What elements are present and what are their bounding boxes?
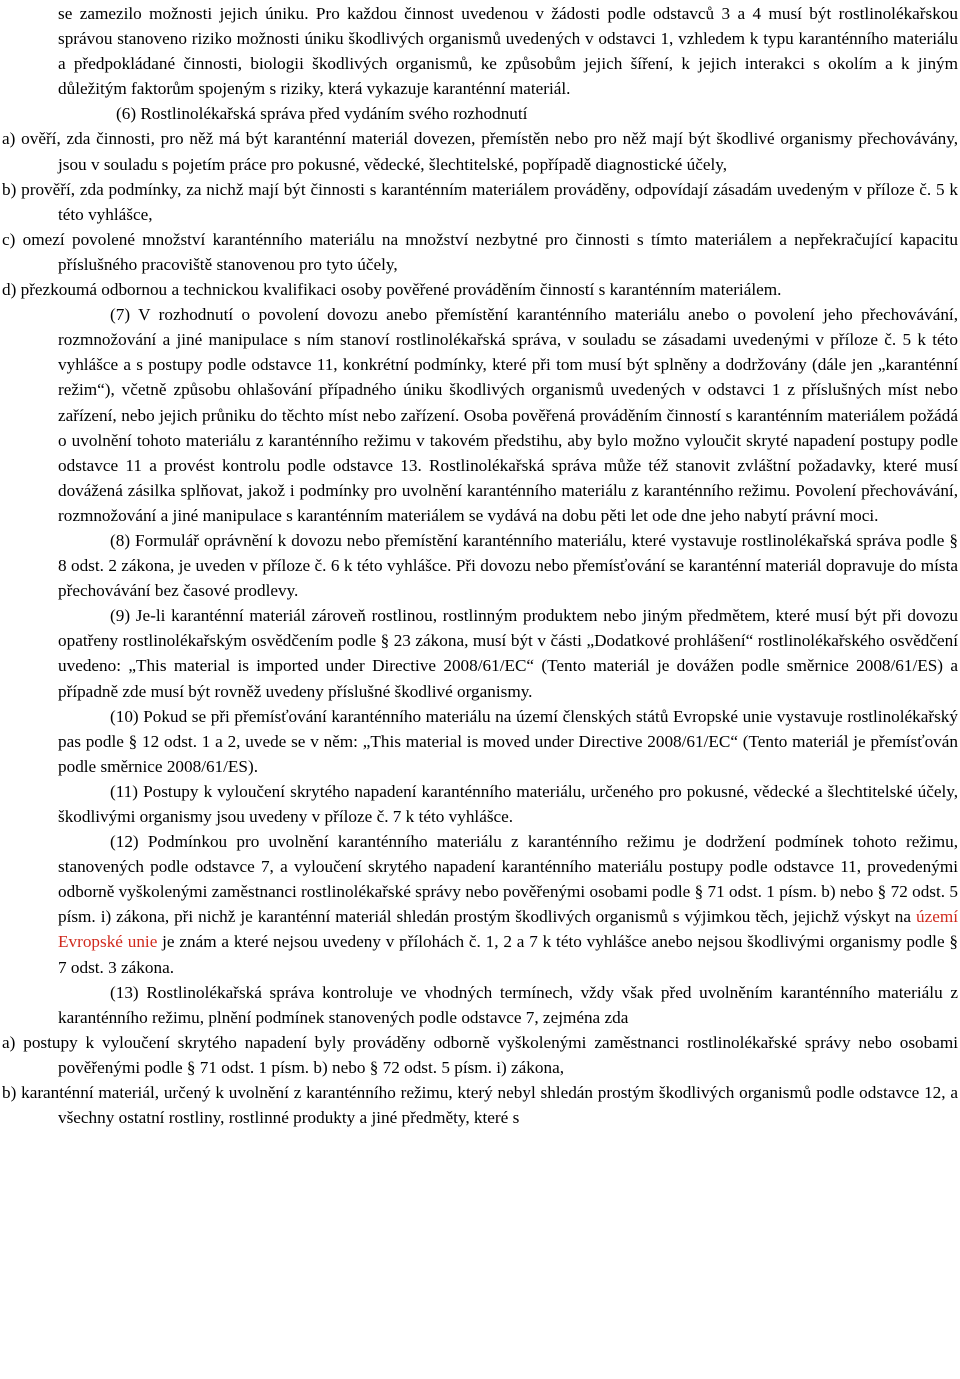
paragraph-13-item-b: b) karanténní materiál, určený k uvolnění z karanténního režimu, který nebyl shledán prostým škodlivých organismů podle odstavce 12, a všechny ostatní rostliny, rostlinné produkty a jiné předměty, které s [2, 1083, 958, 1128]
paragraph-12-text: (12) Podmínkou pro uvolnění karanténního materiálu z karanténního režimu je dodržení podmínek tohoto režimu, stanovených podle odstavce 7, a vyloučení skrytého napadení karanténního materiálu postupy podle odstavce 11, provedenými odborně vyškolenými zaměstnanci rostlinolékařské správy nebo pověřenými osobami podle § 71 odst. 1 písm. b) nebo § 72 odst. 5 písm. i) zákona, při nichž je karanténní materiál shledán prostým škodlivých organismů s výjimkou těch, jejichž výskyt na [58, 832, 958, 927]
paragraph-6-item-d: d) přezkoumá odbornou a technickou kvalifikaci osoby pověřené prováděním činností s karanténním materiálem. [2, 280, 782, 300]
paragraph-12-text-end: je znám a které nejsou uvedeny v přílohách č. 1, 2 a 7 k této vyhlášce anebo nejsou škodlivými organismy podle § 7 odst. 3 zákona. [58, 932, 958, 977]
paragraph-13-item-a: a) postupy k vyloučení skrytého napadení byly prováděny odborně vyškolenými zaměstnanci rostlinolékařské správy nebo osobami pověřenými podle § 71 odst. 1 písm. b) nebo § 72 odst. 5 písm. i) zákona, [2, 1032, 958, 1077]
paragraph-7: (7) V rozhodnutí o povolení dovozu anebo přemístění karanténního materiálu anebo o povolení jeho přechovávání, rozmnožování a jiné manipulace s ním stanoví rostlinolékařská správa, v souladu se zásadami uvedenými v příloze č. 5 k této vyhlášce a s postupy podle odstavce 11, konkrétní podmínky, které při tom musí být splněny a dodržovány (dále jen „karanténní režim“), včetně způsobu ohlašování případného úniku škodlivých organismů uvedených v odstavci 1 z příslušných míst nebo zařízení, nebo jejich průniku do těchto míst nebo zařízení. Osoba pověřená prováděním činností s karanténním materiálem požádá o uvolnění tohoto materiálu z karanténního režimu v takovém předstihu, aby bylo možno vyloučit skryté napadení postupy podle odstavce 11 a provést kontrolu podle odstavce 13. Rostlinolékařská správa může též stanovit zvláštní požadavky, které musí dovážená zásilka splňovat, jakož i podmínky pro uvolnění karanténního materiálu z karanténního režimu. Povolení přechovávání, rozmnožování a jiné manipulace s karanténním materiálem se vydává na dobu pěti let ode dne jeho nabytí právní moci. [58, 305, 958, 525]
paragraph-6-item-b: b) prověří, zda podmínky, za nichž mají být činnosti s karanténním materiálem prováděny, odpovídají zásadám uvedeným v příloze č. 5 k této vyhlášce, [2, 179, 958, 224]
paragraph-8: (8) Formulář oprávnění k dovozu nebo přemístění karanténního materiálu, které vystavuje rostlinolékařská správa podle § 8 odst. 2 zákona, je uveden v příloze č. 6 k této vyhlášce. Při dovozu nebo přemísťování se karanténní materiál dopravuje do místa přechovávání bez časové prodlevy. [58, 530, 958, 601]
paragraph-6-lead: (6) Rostlinolékařská správa před vydáním svého rozhodnutí [116, 104, 528, 124]
eu-territory-link[interactable]: území Evropské unie [58, 907, 958, 952]
paragraph-12 [58, 829, 958, 980]
paragraph-6-item-a: a) ověří, zda činnosti, pro něž má být karanténní materiál dovezen, přemístěn nebo pro něž mají být škodlivé organismy přechovávány, jsou v souladu s pojetím práce pro pokusné, vědecké, šlechtitelské, popřípadě diagnostické účely, [2, 129, 958, 174]
paragraph-6-item-c: c) omezí povolené množství karanténního materiálu na množství nezbytné pro činnosti s tímto materiálem a nepřekračující kapacitu příslušného pracoviště stanovenou pro tyto účely, [2, 229, 958, 274]
paragraph-9: (9) Je-li karanténní materiál zároveň rostlinou, rostlinným produktem nebo jiným předmětem, které musí být při dovozu opatřeny rostlinolékařským osvědčením podle § 23 zákona, musí být v části „Dodatkové prohlášení“ rostlinolékařského osvědčení uvedeno: „This material is imported under Directive 2008/61/EC“ (Tento materiál je dovážen podle směrnice 2008/61/ES) a případně zde musí být rovněž uvedeny příslušné škodlivé organismy. [58, 606, 958, 701]
paragraph-13-lead: (13) Rostlinolékařská správa kontroluje ve vhodných termínech, vždy však před uvolněním karanténního materiálu z karanténního režimu, plnění podmínek stanovených podle odstavce 7, zejména zda [58, 982, 958, 1027]
paragraph-11: (11) Postupy k vyloučení skrytého napadení karanténního materiálu, určeného pro pokusné, vědecké a šlechtitelské účely, škodlivými organismy jsou uvedeny v příloze č. 7 k této vyhlášce. [58, 781, 958, 826]
paragraph-10: (10) Pokud se při přemísťování karanténního materiálu na území členských států Evropské unie vystavuje rostlinolékařský pas podle § 12 odst. 1 a 2, uvede se v něm: „This material is moved under Directive 2008/61/EC“ (Tento materiál je přemísťován podle směrnice 2008/61/ES). [58, 706, 958, 776]
paragraph-intro: se zamezilo možnosti jejich úniku. Pro každou činnost uvedenou v žádosti podle odstavců 3 a 4 musí být rostlinolékařskou správou stanoveno riziko možnosti úniku škodlivých organismů uvedených v odstavci 1, vzhledem k typu karanténního materiálu a předpokládané činnosti, biologii škodlivých organismů, ke způsobům jejich šíření, k jejich interakci s okolím a k jiným důležitým faktorům spojeným s riziky, která vykazuje karanténní materiál. [58, 4, 958, 99]
